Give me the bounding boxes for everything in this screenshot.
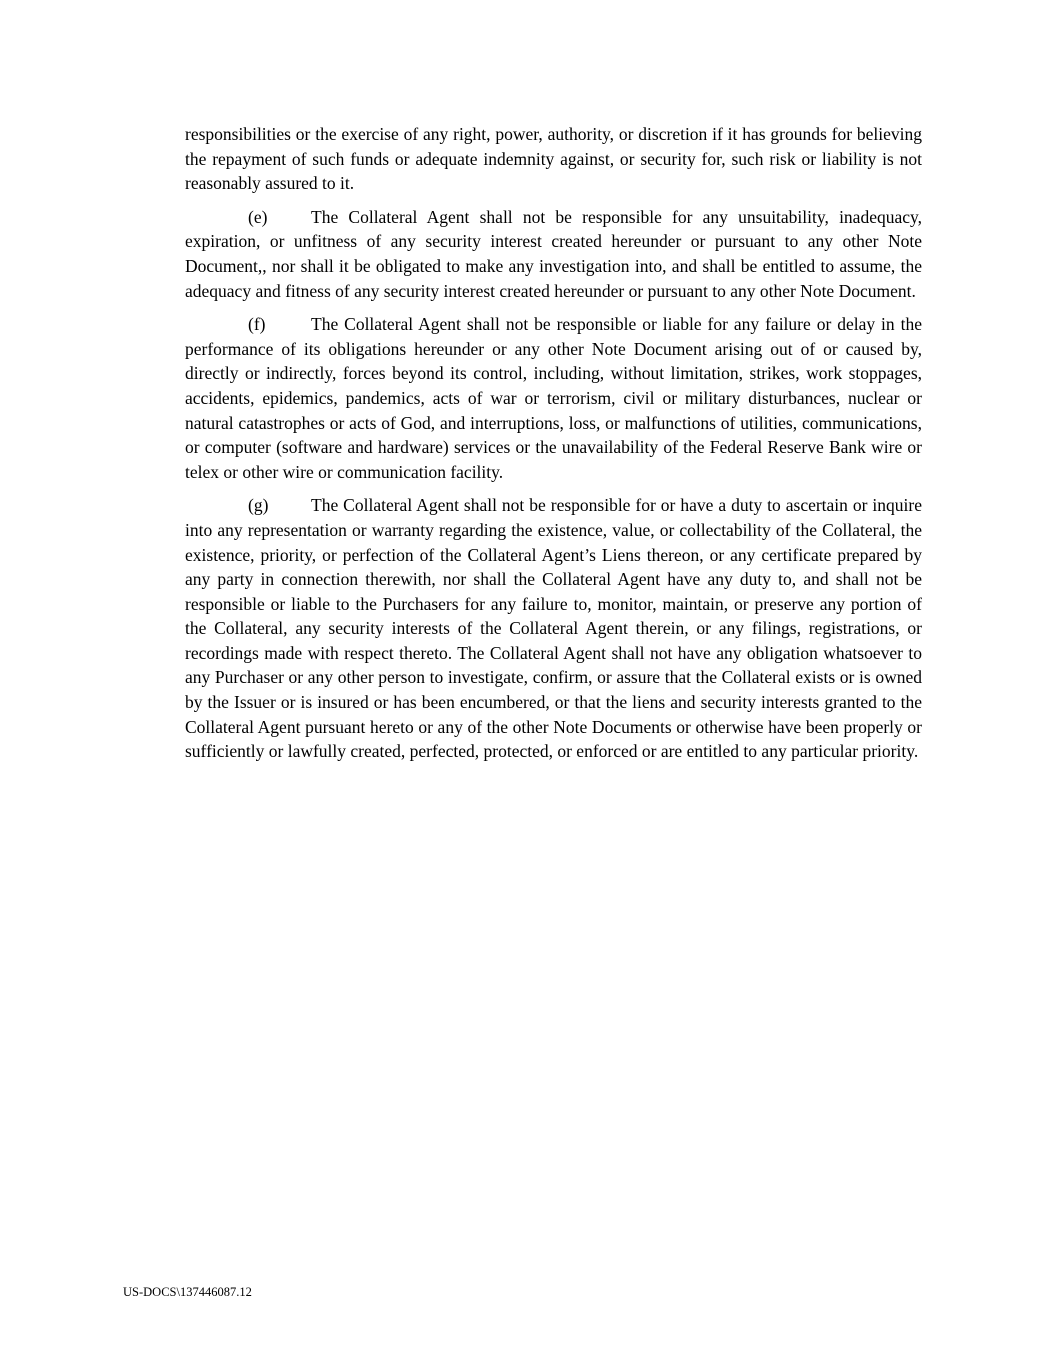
document-footer: US-DOCS\137446087.12: [123, 1285, 252, 1299]
document-body: [185, 122, 922, 773]
paragraph-text: The Collateral Agent shall not be responsible for or have a duty to ascertain or inquire into any representation or warranty regarding the existence, value, or collectability of the Collateral, the existence, priority, or perfection of the Collateral Agent’s Liens thereon, or any certificate prepared by any party in connection therewith, nor shall the Collateral Agent have any duty to, and shall not be responsible or liable to the Purchasers for any failure to, monitor, maintain, or preserve any portion of the Collateral, any security interests of the Collateral Agent therein, or any filings, registrations, or recordings made with respect thereto. The Collateral Agent shall not have any obligation whatsoever to any Purchaser or any other person to investigate, confirm, or assure that the Collateral exists or is owned by the Issuer or is insured or has been encumbered, or that the liens and security interests granted to the Collateral Agent pursuant hereto or any of the other Note Documents or otherwise have been properly or sufficiently or lawfully created, perfected, protected, or enforced or are entitled to any particular priority.: [185, 495, 922, 762]
paragraph-text: responsibilities or the exercise of any right, power, authority, or discretion if it has grounds for believing the repayment of such funds or adequate indemnity against, or security for, such risk or liability is not reasonably assured to it.: [185, 124, 922, 194]
paragraph-text: The Collateral Agent shall not be responsible for any unsuitability, inadequacy, expiration, or unfitness of any security interest created hereunder or pursuant to any other Note Document,, nor shall it be obligated to make any investigation into, and shall be entitled to assume, the adequacy and fitness of any security interest created hereunder or pursuant to any other Note Document.: [185, 206, 922, 301]
paragraph-f: [185, 312, 922, 484]
paragraph-label: (e): [248, 206, 268, 227]
paragraph-label: (f): [248, 314, 266, 335]
paragraph-g: [185, 493, 922, 764]
paragraph-e: [185, 205, 922, 303]
paragraph-label: (g): [248, 495, 269, 516]
paragraph-text: The Collateral Agent shall not be responsible or liable for any failure or delay in the performance of its obligations hereunder or any other Note Document arising out of or caused by, directly or indirectly, forces beyond its control, including, without limitation, strikes, work stoppages, accidents, epidemics, pandemics, acts of war or terrorism, civil or military disturbances, nuclear or natural catastrophes or acts of God, and interruptions, loss, or malfunctions of utilities, communications, or computer (software and hardware) services or the unavailability of the Federal Reserve Bank wire or telex or other wire or communication facility.: [185, 314, 922, 482]
paragraph-continuation: [185, 122, 922, 196]
